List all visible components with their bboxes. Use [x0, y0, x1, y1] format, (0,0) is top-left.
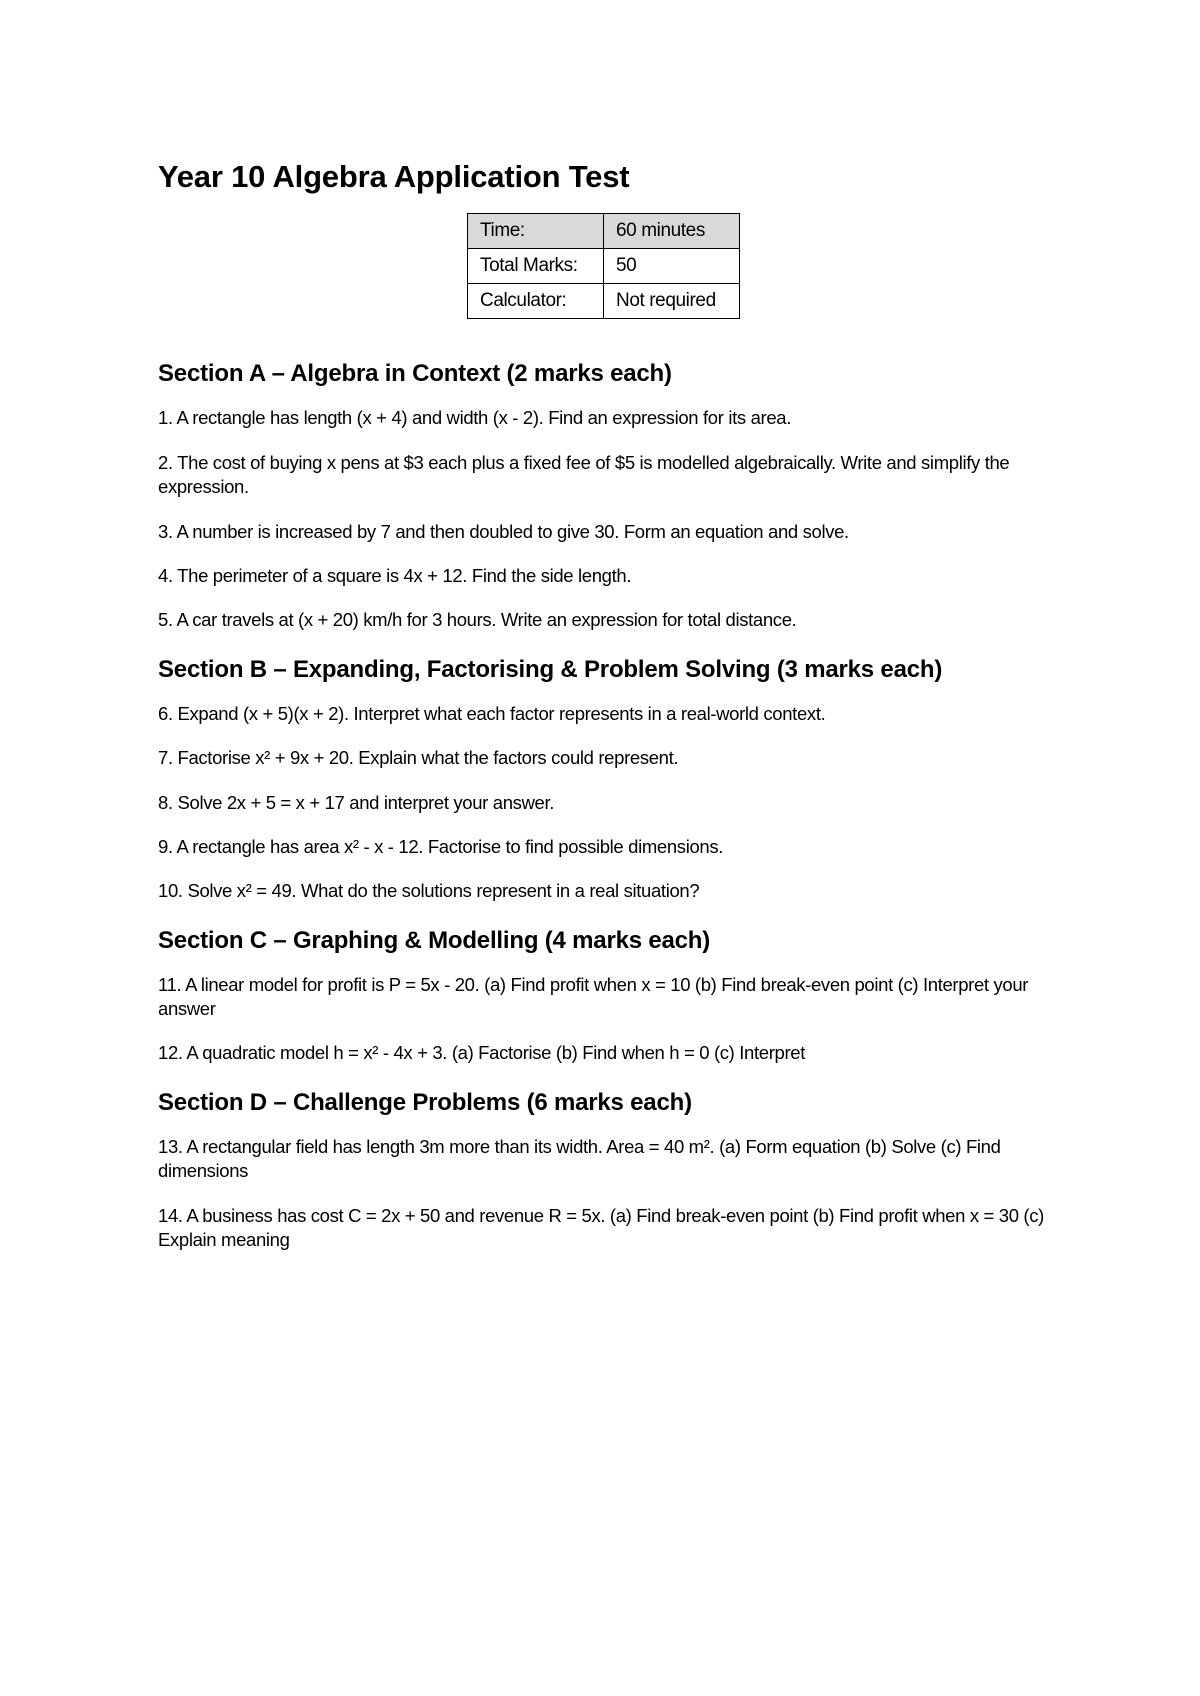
info-row-calculator [468, 284, 740, 319]
question-7: 7. Factorise x² + 9x + 20. Explain what the factors could represent. [158, 747, 679, 768]
info-value-total-marks: 50 [604, 249, 740, 284]
section-a-heading: Section A – Algebra in Context (2 marks each) [158, 360, 672, 387]
info-label-total-marks: Total Marks: [468, 249, 604, 284]
info-row-time [468, 214, 740, 249]
question-13: 13. A rectangular field has length 3m more than its width. Area = 40 m². (a) Form equation (b) Solve (c) Find dimensions [158, 1136, 1001, 1181]
question-12: 12. A quadratic model h = x² - 4x + 3. (a) Factorise (b) Find when h = 0 (c) Interpret [158, 1042, 806, 1063]
info-label-calculator: Calculator: [468, 284, 604, 319]
question-6: 6. Expand (x + 5)(x + 2). Interpret what each factor represents in a real-world context. [158, 703, 826, 724]
question-14: 14. A business has cost C = 2x + 50 and revenue R = 5x. (a) Find break-even point (b) Find profit when x = 30 (c) Explain meaning [158, 1205, 1044, 1250]
info-label-time: Time: [468, 214, 604, 249]
section-d-heading: Section D – Challenge Problems (6 marks each) [158, 1089, 692, 1116]
section-c-heading: Section C – Graphing & Modelling (4 marks each) [158, 927, 711, 954]
question-8: 8. Solve 2x + 5 = x + 17 and interpret your answer. [158, 792, 555, 813]
question-2: 2. The cost of buying x pens at $3 each plus a fixed fee of $5 is modelled algebraically. Write and simplify the expression. [158, 452, 1010, 497]
question-4: 4. The perimeter of a square is 4x + 12. Find the side length. [158, 565, 632, 586]
info-value-time: 60 minutes [604, 214, 740, 249]
question-10: 10. Solve x² = 49. What do the solutions represent in a real situation? [158, 880, 700, 901]
info-value-calculator: Not required [604, 284, 740, 319]
question-9: 9. A rectangle has area x² - x - 12. Factorise to find possible dimensions. [158, 836, 724, 857]
document-content [158, 157, 1058, 197]
question-5: 5. A car travels at (x + 20) km/h for 3 hours. Write an expression for total distance. [158, 609, 797, 630]
info-row-total-marks [468, 249, 740, 284]
question-1: 1. A rectangle has length (x + 4) and width (x - 2). Find an expression for its area. [158, 407, 791, 428]
question-3: 3. A number is increased by 7 and then doubled to give 30. Form an equation and solve. [158, 521, 849, 542]
section-b-heading: Section B – Expanding, Factorising & Problem Solving (3 marks each) [158, 656, 943, 683]
test-info-table [467, 213, 740, 319]
page-title: Year 10 Algebra Application Test [158, 159, 630, 194]
question-11: 11. A linear model for profit is P = 5x - 20. (a) Find profit when x = 10 (b) Find break-even point (c) Interpret your answer [158, 974, 1029, 1019]
